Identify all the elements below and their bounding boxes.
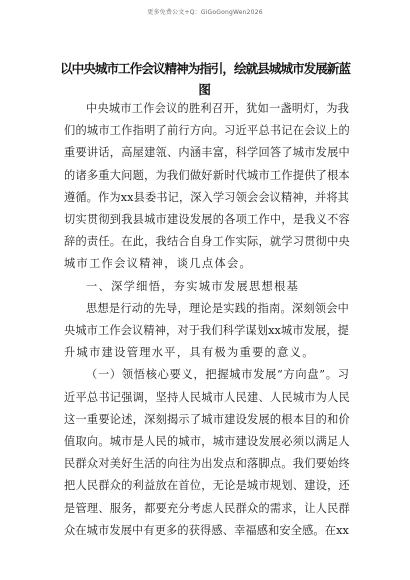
body-line: 切实贯彻到我县城市建设发展的各项工作中，是我义不容 xyxy=(64,213,350,226)
body-line: 遵循。作为xx县委书记，深入学习领会会议精神，并将其 xyxy=(64,190,350,204)
header-watermark-text: 更多免费公文+Q：GiGoGongWen2026 xyxy=(147,9,263,16)
body-line: 思想是行动的先导，理论是实践的指南。深刻领会中 xyxy=(86,301,350,315)
body-line: 是管理、服务，都要充分考虑人民群众的需求，让人民群 xyxy=(64,501,350,515)
body-line: 们的城市工作指明了前行方向。习近平总书记在会议上的 xyxy=(64,124,350,138)
body-line: 中央城市工作会议的胜利召开，犹如一盏明灯，为我 xyxy=(86,102,350,115)
body-line: （一）领悟核心要义，把握城市发展“方向盘”。习 xyxy=(86,368,350,382)
body-line: 众在城市发展中有更多的获得感、幸福感和安全感。在xx xyxy=(64,523,350,537)
body-line: 重要讲话，高屋建瓴、内涵丰富，科学回答了城市发展中 xyxy=(64,146,350,160)
body-line: 值取向。城市是人民的城市，城市建设发展必须以满足人 xyxy=(64,435,350,448)
body-line: 辞的责任。在此，我结合自身工作实际，就学习贯彻中央 xyxy=(64,235,350,249)
body-line: 一、深学细悟，夯实城市发展思想根基 xyxy=(86,279,300,293)
document-title-line-2: 图 xyxy=(198,82,212,97)
document-title-line-1: 以中央城市工作会议精神为指引，绘就县城城市发展新蓝 xyxy=(60,61,350,76)
body-line: 央城市工作会议精神，对于我们科学谋划xx城市发展，提 xyxy=(64,324,350,337)
body-line: 近平总书记强调，坚持人民城市人民建、人民城市为人民 xyxy=(64,390,350,404)
body-line: 民群众对美好生活的向往为出发点和落脚点。我们要始终 xyxy=(64,457,350,471)
body-line: 的诸多重大问题，为我们做好新时代城市工作提供了根本 xyxy=(64,168,350,182)
body-line: 把人民群众的利益放在首位，无论是城市规划、建设，还 xyxy=(64,479,350,493)
body-line: 城市工作会议精神，谈几点体会。 xyxy=(64,257,253,271)
body-line: 升城市建设管理水平，具有极为重要的意义。 xyxy=(64,346,315,360)
body-line: 这一重要论述，深刻揭示了城市建设发展的根本目的和价 xyxy=(64,412,350,426)
